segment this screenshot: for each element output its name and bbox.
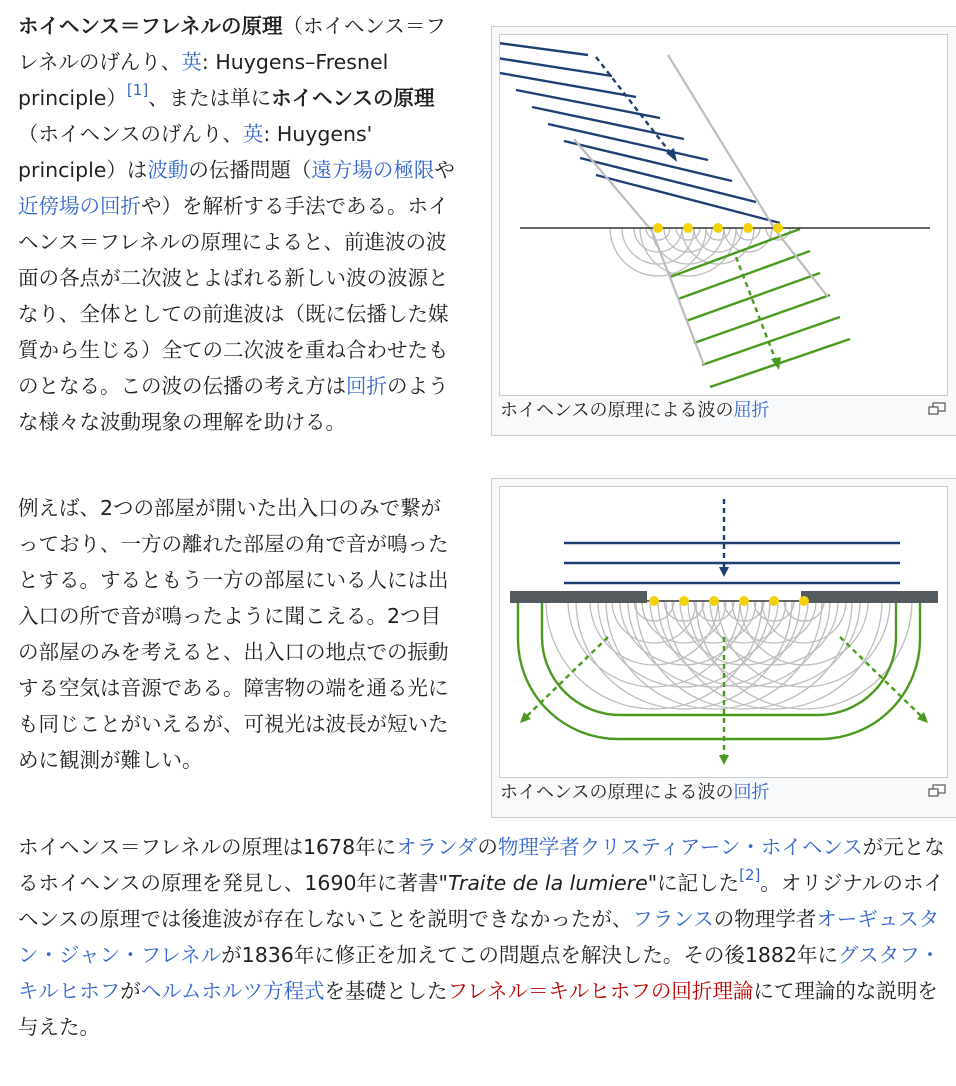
wavelet-arc <box>718 601 890 687</box>
intro-paragraph: ホイヘンス＝フレネルの原理（ホイヘンス＝フレネルのげんり、英: Huygens–Fresnel principle）[1]、または単にホイヘンスの原理（ホイヘンスのげんり、英: Huygens' principle）は波動の伝播問題（遠方場の極限や近傍場の回折や）を解析する手法である。ホイヘンス＝フレネルの原理によると、前進波の波面の各点が二次波とよばれる新しい波の波源となり、全体としての前進波は（既に伝播した媒質から生じる）全ての二次波を重ね合わせたものとなる。この波の伝播の考え方は回折のような様々な波動現象の理解を助ける。 <box>18 14 455 434</box>
incident-wavefront <box>532 107 684 139</box>
book-title: Traite de la lumiere <box>447 871 648 895</box>
refraction-link[interactable]: 屈折 <box>733 400 770 421</box>
refracted-wavefront <box>686 273 820 321</box>
fresnel-link[interactable]: オーギュスタン・ジャン・フレネル <box>18 907 940 967</box>
wavelet-arc <box>666 601 882 709</box>
enlarge-icon[interactable] <box>928 784 946 798</box>
wavelet-arc <box>598 601 770 687</box>
wavelet-arc <box>680 601 808 665</box>
figure-caption: ホイヘンスの原理による波の屈折 <box>500 400 770 421</box>
secondary-source-dot <box>653 223 663 233</box>
figure-caption: ホイヘンスの原理による波の回折 <box>500 782 770 803</box>
wave-link[interactable]: 波動 <box>147 158 189 182</box>
refracted-wavefront <box>694 295 830 343</box>
example-paragraph: 例えば、2つの部屋が開いた出入口のみで繋がっており、一方の離れた部屋の角で音が鳴ったとする。するともう一方の部屋にいる人には出入口の所で音が鳴ったように聞こえる。2つ目の部屋のみを考えると、出入口の地点での振動する空気は音源である。障害物の端を通る光にも同じことがいえるが、可視光は波長が短いために観測が難しい。 <box>18 496 449 772</box>
history-paragraph: ホイヘンス＝フレネルの原理は1678年にオランダの物理学者クリスティアーン・ホイヘンスが元となるホイヘンスの原理を発見し、1690年に著書"Traite de la lumiere"に記した[2]。オリジナルのホイヘンスの原理では後進波が存在しないことを説明できなかったが、フランスの物理学者オーギュスタン・ジャン・フレネルが1836年に修正を加えてこの問題点を解決した。その後1882年にグスタフ・キルヒホフがヘルムホルツ方程式を基礎としたフレネル＝キルヒホフの回折理論にて理論的な説明を与えた。 <box>18 835 945 1039</box>
wavelet-arc <box>546 601 762 709</box>
helmholtz-link[interactable]: ヘルムホルツ方程式 <box>140 979 325 1003</box>
citation-1[interactable]: [1] <box>126 81 149 100</box>
secondary-source-dot <box>709 596 719 606</box>
fresnel-kirchhoff-redlink[interactable]: フレネル＝キルヒホフの回折理論 <box>447 979 754 1003</box>
secondary-source-dot <box>683 223 693 233</box>
refraction-diagram <box>500 35 947 395</box>
incident-wavefront <box>500 39 588 55</box>
enlarge-icon[interactable] <box>928 402 946 416</box>
secondary-source-dot <box>713 223 723 233</box>
secondary-source-dot <box>799 596 809 606</box>
term-huygens-fresnel: ホイヘンス＝フレネルの原理 <box>18 14 283 38</box>
citation-2[interactable]: [2] <box>739 866 761 885</box>
diffraction-link[interactable]: 回折 <box>346 374 387 398</box>
wavelet-arc <box>696 601 912 709</box>
france-link[interactable]: フランス <box>632 907 714 931</box>
diffraction-figure <box>491 478 956 818</box>
english-link[interactable]: 英 <box>181 50 202 74</box>
physicist-link[interactable]: 物理学者 <box>497 835 580 859</box>
incident-wavefront <box>500 73 636 97</box>
kirchhoff-link[interactable]: グスタフ・キルヒホフ <box>18 943 941 1003</box>
diffraction-diagram <box>500 487 947 777</box>
english-link[interactable]: 英 <box>242 122 264 146</box>
far-field-link[interactable]: 遠方場の極限 <box>311 158 435 182</box>
wavelet-arc <box>620 601 748 665</box>
secondary-source-dot <box>649 596 659 606</box>
wavelet-arc <box>568 601 740 687</box>
near-field-link[interactable]: 近傍場の回折 <box>18 194 141 218</box>
wavelet-arc <box>590 601 718 665</box>
wavelet-arc <box>710 601 838 665</box>
refracted-wavefront <box>702 317 840 365</box>
diffraction-image[interactable] <box>499 486 948 778</box>
wavelet-arc <box>650 601 778 665</box>
wavelet-arc <box>576 601 792 709</box>
wavelet-arc <box>688 601 860 687</box>
wavelet-arc <box>636 601 852 709</box>
refraction-figure <box>491 26 956 436</box>
incident-wavefront <box>500 56 612 76</box>
incident-wavefront <box>516 90 660 118</box>
secondary-source-dot <box>743 223 753 233</box>
wavelet-arc <box>628 601 800 687</box>
huygens-link[interactable]: クリスティアーン・ホイヘンス <box>579 835 863 859</box>
diffraction-caption-link[interactable]: 回折 <box>733 782 770 803</box>
term-huygens: ホイヘンスの原理 <box>271 86 435 110</box>
secondary-source-dot <box>739 596 749 606</box>
wavelet-arc <box>606 601 822 709</box>
secondary-source-dot <box>679 596 689 606</box>
secondary-source-dot <box>773 223 783 233</box>
wavelet-arc <box>658 601 830 687</box>
refraction-image[interactable] <box>499 34 948 396</box>
netherlands-link[interactable]: オランダ <box>396 835 478 859</box>
wavelet-arc <box>740 601 868 665</box>
secondary-source-dot <box>769 596 779 606</box>
